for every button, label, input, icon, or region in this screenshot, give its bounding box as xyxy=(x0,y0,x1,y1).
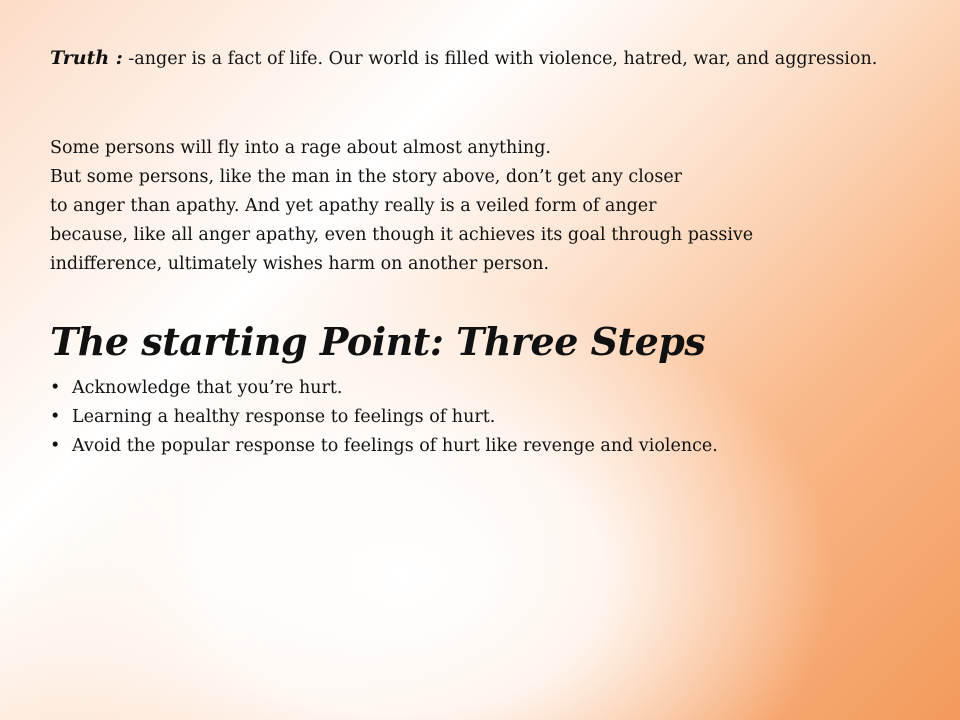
truth-label: Truth : xyxy=(50,47,123,69)
truth-statement xyxy=(50,40,910,77)
step-text: Avoid the popular response to feelings of hurt like revenge and violence. xyxy=(72,436,718,456)
section-heading: The starting Point: Three Steps xyxy=(50,319,706,364)
step-text: Learning a healthy response to feelings of hurt. xyxy=(72,407,496,427)
step-text: Acknowledge that you’re hurt. xyxy=(72,378,343,398)
paragraph-line: indifference, ultimately wishes harm on another person. xyxy=(50,254,550,274)
paragraph-line: because, like all anger apathy, even though it achieves its goal through passive xyxy=(50,225,754,245)
paragraph-line: Some persons will fly into a rage about almost anything. xyxy=(50,138,551,158)
apathy-paragraph xyxy=(50,134,930,279)
list-item xyxy=(50,432,718,461)
steps-list xyxy=(50,374,718,461)
list-item xyxy=(50,403,718,432)
bullet-icon: • xyxy=(50,436,61,456)
truth-text: -anger is a fact of life. Our world is filled with violence, hatred, war, and aggression. xyxy=(128,49,878,69)
bullet-icon: • xyxy=(50,407,61,427)
paragraph-line: to anger than apathy. And yet apathy really is a veiled form of anger xyxy=(50,196,657,216)
bullet-icon: • xyxy=(50,378,61,398)
paragraph-line: But some persons, like the man in the story above, don’t get any closer xyxy=(50,167,683,187)
list-item xyxy=(50,374,718,403)
